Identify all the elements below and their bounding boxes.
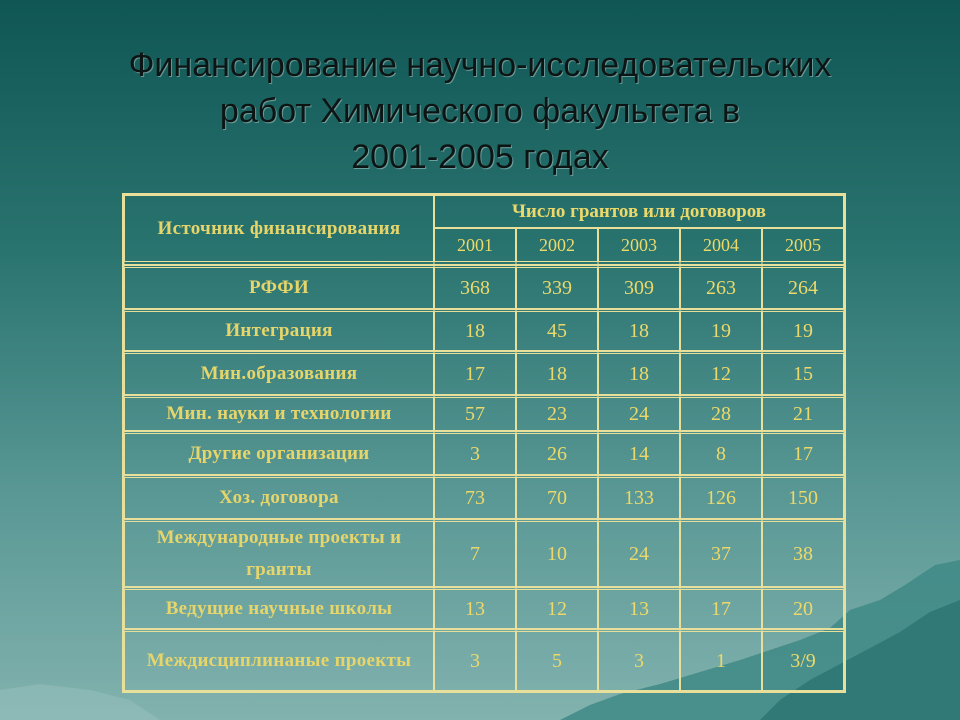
year-header: 2003 xyxy=(598,228,680,265)
value-cell: 17 xyxy=(680,587,762,629)
table-row xyxy=(124,395,844,431)
source-cell: Хоз. договора xyxy=(124,475,434,519)
value-cell: 12 xyxy=(680,351,762,395)
source-cell: Междисциплинаные проекты xyxy=(124,629,434,691)
year-header: 2005 xyxy=(762,228,844,265)
table-row xyxy=(124,629,844,691)
value-cell: 5 xyxy=(516,629,598,691)
value-cell: 38 xyxy=(762,519,844,587)
value-cell: 20 xyxy=(762,587,844,629)
source-cell: Другие организации xyxy=(124,431,434,475)
title-line-3: 2001-2005 годах xyxy=(351,138,609,176)
source-cell: Мин. науки и технологии xyxy=(124,395,434,431)
value-cell: 19 xyxy=(762,309,844,351)
year-header: 2004 xyxy=(680,228,762,265)
value-cell: 18 xyxy=(516,351,598,395)
value-cell: 13 xyxy=(598,587,680,629)
table-row xyxy=(124,519,844,587)
value-cell: 70 xyxy=(516,475,598,519)
value-cell: 24 xyxy=(598,519,680,587)
source-cell: РФФИ xyxy=(124,265,434,309)
value-cell: 37 xyxy=(680,519,762,587)
value-cell: 23 xyxy=(516,395,598,431)
value-cell: 368 xyxy=(434,265,516,309)
value-cell: 339 xyxy=(516,265,598,309)
value-cell: 7 xyxy=(434,519,516,587)
value-cell: 13 xyxy=(434,587,516,629)
table-row xyxy=(124,351,844,395)
value-cell: 8 xyxy=(680,431,762,475)
value-cell: 17 xyxy=(434,351,516,395)
source-cell: Международные проекты и гранты xyxy=(124,519,434,587)
funding-table xyxy=(122,193,846,693)
value-cell: 14 xyxy=(598,431,680,475)
value-cell: 18 xyxy=(598,309,680,351)
value-cell: 263 xyxy=(680,265,762,309)
table-row xyxy=(124,309,844,351)
year-header: 2002 xyxy=(516,228,598,265)
source-cell: Интеграция xyxy=(124,309,434,351)
source-cell: Ведущие научные школы xyxy=(124,587,434,629)
title-line-1: Финансирование научно-исследовательских xyxy=(128,46,832,84)
value-cell: 3 xyxy=(434,629,516,691)
value-cell: 18 xyxy=(598,351,680,395)
grants-group-header: Число грантов или договоров xyxy=(434,195,844,228)
source-cell: Мин.образования xyxy=(124,351,434,395)
value-cell: 28 xyxy=(680,395,762,431)
year-header: 2001 xyxy=(434,228,516,265)
title-line-2: работ Химического факультета в xyxy=(219,92,741,130)
value-cell: 18 xyxy=(434,309,516,351)
value-cell: 57 xyxy=(434,395,516,431)
table-row xyxy=(124,431,844,475)
value-cell: 3 xyxy=(434,431,516,475)
table-header-row xyxy=(124,195,844,228)
value-cell: 17 xyxy=(762,431,844,475)
value-cell: 12 xyxy=(516,587,598,629)
table-row xyxy=(124,587,844,629)
value-cell: 73 xyxy=(434,475,516,519)
value-cell: 19 xyxy=(680,309,762,351)
value-cell: 21 xyxy=(762,395,844,431)
source-column-header: Источник финансирования xyxy=(124,195,434,265)
table-row xyxy=(124,475,844,519)
value-cell: 1 xyxy=(680,629,762,691)
value-cell: 3 xyxy=(598,629,680,691)
value-cell: 45 xyxy=(516,309,598,351)
value-cell: 3/9 xyxy=(762,629,844,691)
value-cell: 264 xyxy=(762,265,844,309)
value-cell: 150 xyxy=(762,475,844,519)
value-cell: 10 xyxy=(516,519,598,587)
value-cell: 133 xyxy=(598,475,680,519)
value-cell: 15 xyxy=(762,351,844,395)
table-row xyxy=(124,265,844,309)
value-cell: 26 xyxy=(516,431,598,475)
value-cell: 309 xyxy=(598,265,680,309)
page-title xyxy=(0,42,960,180)
value-cell: 126 xyxy=(680,475,762,519)
value-cell: 24 xyxy=(598,395,680,431)
